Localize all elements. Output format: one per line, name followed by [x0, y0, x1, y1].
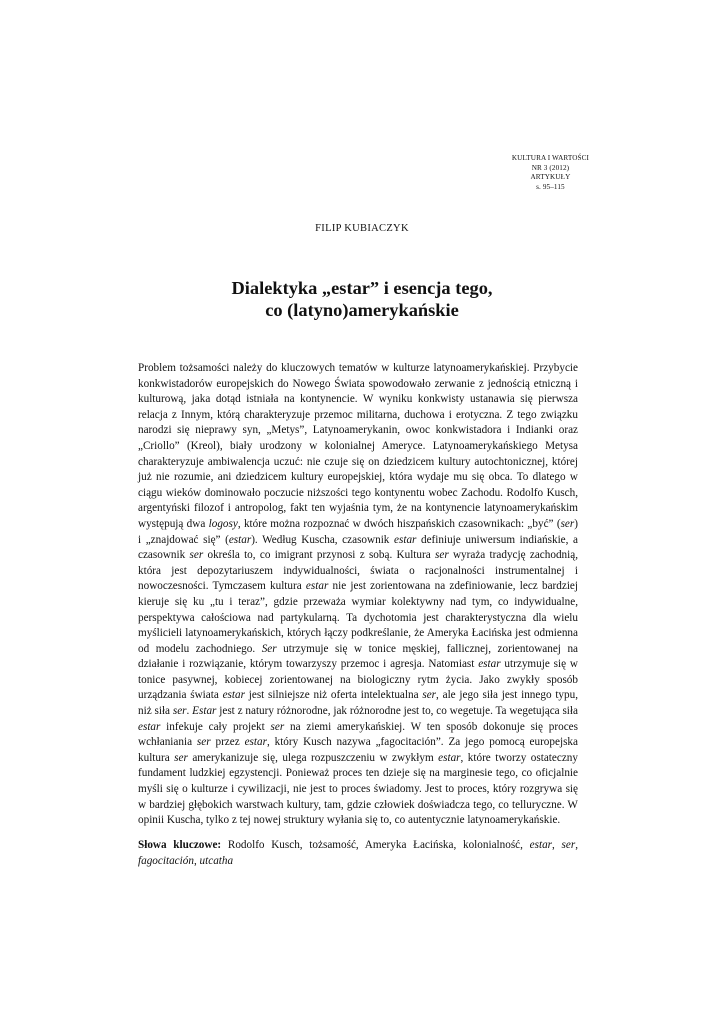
abstract-text: utrzymuje się w tonice pasywnej, kobiecej zorientowanej na biologiczny rytm życia. Jako zwykły sposób urządzania świata — [138, 658, 578, 702]
abstract-term: estar — [478, 658, 501, 671]
keywords-text: Rodolfo Kusch, tożsamość, Ameryka Łacińska, kolonialność, — [221, 839, 530, 851]
abstract-text: , który Kusch nazywa „fagocitación”. Za jego pomocą europejska kultura — [138, 736, 578, 764]
keywords-text: , — [552, 839, 562, 851]
abstract-term: estar — [305, 580, 329, 593]
abstract-text: , które można rozpoznać w dwóch hiszpańskich czasownikach: „być” ( — [237, 517, 561, 530]
abstract-text: ) i „znajdować się” ( — [138, 517, 578, 546]
abstract-term: ser — [435, 549, 449, 562]
journal-header — [512, 154, 589, 192]
abstract-text: jest z natury różnorodne, jak różnorodne jest to, co wegetuje. Ta wegetująca siła — [216, 705, 578, 718]
keywords — [138, 838, 578, 869]
abstract-text: . — [186, 705, 193, 718]
abstract-text: infekuje cały projekt — [160, 720, 271, 733]
abstract-term: ser — [270, 720, 285, 733]
abstract-text: ). Według Kuscha, czasownik — [251, 533, 395, 546]
keywords-text: , — [575, 839, 579, 851]
abstract-term: ser — [196, 736, 211, 749]
abstract-term: Estar — [192, 705, 217, 718]
abstract-text: Problem tożsamości należy do kluczowych tematów w kulturze latynoamerykańskiej. Przybycie konkwistadorów europejskich do Nowego Świata spowodowało zerwanie z jednością etniczną i kulturową, jaka dotąd istniała na kontynencie. W wyniku konkwisty ustanawia się pierwsza relacja z Innym, którą charakteryzuje przemoc militarna, duchowa i erotyczna. Z tego związku narodzi się nieprawy syn, „Metys”, Latynoamerykanin, owoc konkwistadora i Indianki oraz „Criollo” (Kreol), biały urodzony w kolonialnej Ameryce. Latynoamerykańskiego Metysa charakteryzuje ambiwalencja uczuć: nie czuje się on dziedzicem kultury autochtonicznej, której już nie rozumie, ani dziedzicem kultury europejskiej, która wydaje mu się obca. To dlatego w ciągu wieków dominowało poczucie niższości tego kontynentu wobec Zachodu. Rodolfo Kusch, argentyński filozof i antropolog, fakt ten wyjaśnia tym, że na kontynencie latynoamerykańskim występują dwa — [138, 362, 578, 530]
journal-name: KULTURA I WARTOŚCI — [511, 154, 589, 162]
abstract-term: estar — [438, 751, 461, 764]
keywords-text: , — [193, 854, 200, 867]
abstract-paragraph — [138, 361, 578, 829]
author-name: FILIP KUBIACZYK — [315, 223, 409, 234]
abstract-term: estar — [222, 689, 245, 702]
abstract-term: estar — [228, 533, 252, 546]
abstract-text: , ale jego siła jest innego typu, niż siła — [138, 689, 579, 718]
abstract-term: estar — [138, 720, 161, 733]
abstract-term: logosy — [208, 517, 238, 530]
abstract-text: , które tworzy ostateczny fundament ludzkiej egzystencji. Ponieważ proces ten dzieje się na marginesie tego, co oficjalnie myśli się o kulturze i cywilizacji, nie jest to proces świadomy. Jest to proces, który rozgrywa się w bardziej głębokich warstwach kultury, tam, gdzie człowiek doświadcza tego, co telluryczne. W opinii Kuscha, tylko z tej nowej struktury wyłania się to, co autentycznie latynoamerykańskie. — [138, 751, 578, 827]
journal-issue: NR 3 (2012) — [531, 163, 570, 172]
abstract-term: ser — [172, 705, 187, 718]
abstract-text: jest silniejsze niż oferta intelektualna — [244, 689, 423, 702]
title-line-1: Dialektyka „estar” i esencja tego, — [231, 278, 493, 298]
abstract-text: wyraża tradycję zachodnią, która jest depozytariuszem indywidualności, świata o racjonalności instrumentalnej i nowoczesności. Tymczasem kultura — [138, 549, 578, 593]
abstract-text: definiuje uniwersum indiańskie, a czasownik — [138, 533, 579, 562]
abstract-text: określa to, co imigrant przynosi z sobą. Kultura — [203, 549, 435, 562]
keywords-paragraph — [138, 838, 578, 869]
abstract-term: estar — [244, 736, 267, 749]
abstract-text: nie jest zorientowana na zdefiniowanie, lecz bardziej kieruje się ku „tu i teraz”, gdzie przeważa wymiar kolektywny nad tym, co indywidualne, perspektywa całościowa nad partykularną. Ta dychotomia jest charakterystyczna dla wielu myślicieli latynoamerykańskich, których łączy podkreślanie, że Ameryka Łacińska jest odmienna od modelu zachodniego. — [138, 580, 579, 655]
keyword-term: estar — [529, 839, 553, 851]
abstract-term: ser — [174, 751, 188, 764]
abstract-term: ser — [189, 549, 204, 562]
keyword-term: ser — [561, 839, 576, 851]
abstract-text: przez — [210, 736, 245, 749]
keyword-term: fagocitación — [138, 854, 194, 867]
journal-pages: s. 95–115 — [536, 182, 565, 191]
article-title — [0, 277, 724, 321]
abstract — [138, 361, 578, 829]
abstract-term: estar — [394, 533, 417, 546]
abstract-term: ser — [422, 689, 437, 702]
journal-section: ARTYKUŁY — [530, 173, 571, 182]
abstract-text: na ziemi amerykańskiej. W ten sposób dokonuje się proces wchłaniania — [138, 720, 579, 749]
abstract-term: ser — [560, 517, 575, 530]
abstract-text: utrzymuje się w tonice męskiej, fallicznej, zorientowanej na działanie i rozwiązanie, którym towarzyszy przemoc i agresja. Natomiast — [138, 642, 579, 671]
abstract-text: amerykanizuje się, ulega rozpuszczeniu w zwykłym — [187, 751, 439, 764]
title-line-2: co (latyno)amerykańskie — [265, 300, 459, 320]
keywords-label: Słowa kluczowe: — [138, 839, 222, 851]
keyword-term: utcatha — [199, 854, 234, 867]
abstract-term: Ser — [261, 642, 277, 655]
